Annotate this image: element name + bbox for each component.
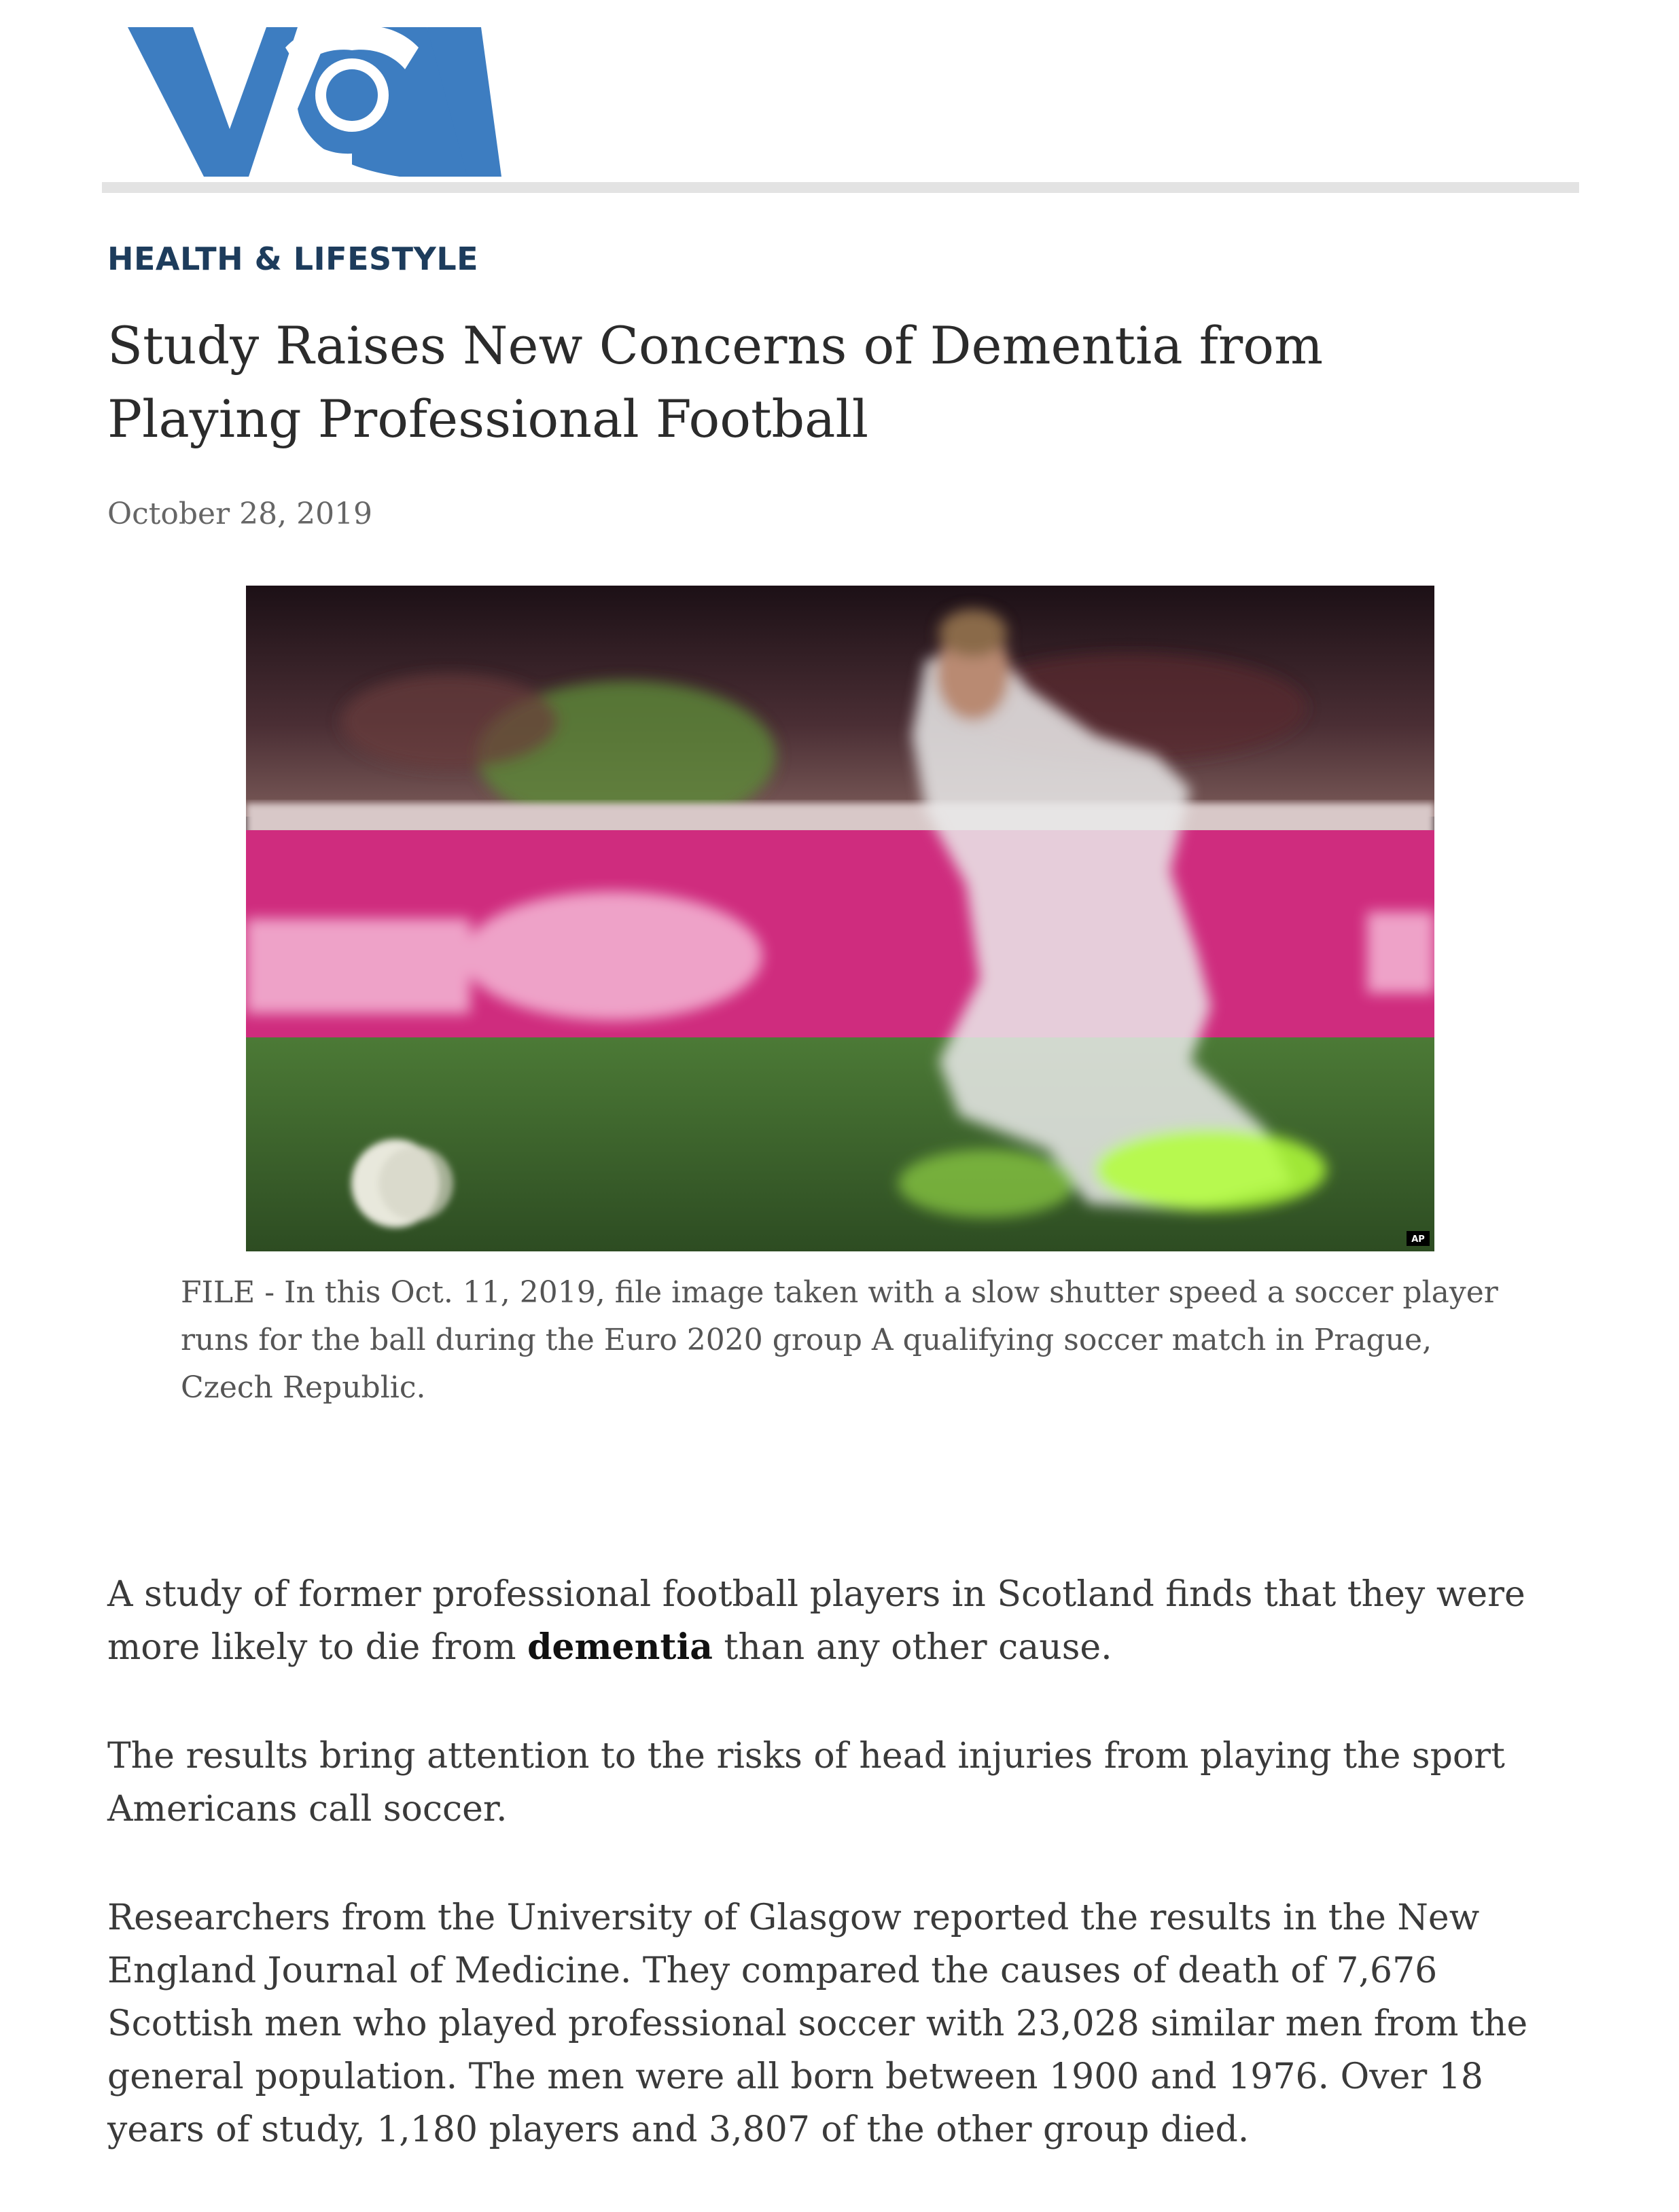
photo-credit: AP [1411,1234,1425,1245]
header-divider [102,182,1579,193]
soccer-player-photo [246,586,1434,1251]
publish-date: October 28, 2019 [107,497,373,531]
article-paragraph: The results bring attention to the risks of head injuries from playing the sport Americans call soccer. [107,1736,1505,1830]
voa-logo-icon [128,27,501,177]
article-paragraph: Researchers from the University of Glasgow reported the results in the New England Journal of Medicine. They compared the causes of death of 7,676 Scottish men who played professional soccer with 23,028 similar men from the general population. The men were all born between 1900 and 1976. Over 18 years of study, 1,180 players and 3,807 of the other group died. [107,1897,1528,2150]
article-photo [246,586,1434,1251]
article-headline: Study Raises New Concerns of Dementia from Playing Professional Football [107,315,1324,449]
paragraph-text: A study of former professional football players in Scotland finds that they were more likely to die from [107,1574,1525,1668]
voa-logo[interactable] [128,27,501,177]
article-body [107,1568,1582,2212]
dementia-link[interactable]: dementia [527,1626,713,1668]
photo-caption: FILE - In this Oct. 11, 2019, file image taken with a slow shutter speed a soccer player runs for the ball during the Euro 2020 group A qualifying soccer match in Prague, Czech Republic. [181,1275,1498,1405]
article-paragraph [107,1568,1582,1674]
paragraph-text: than any other cause. [712,1627,1112,1668]
section-category-link[interactable]: HEALTH & LIFESTYLE [107,240,479,277]
